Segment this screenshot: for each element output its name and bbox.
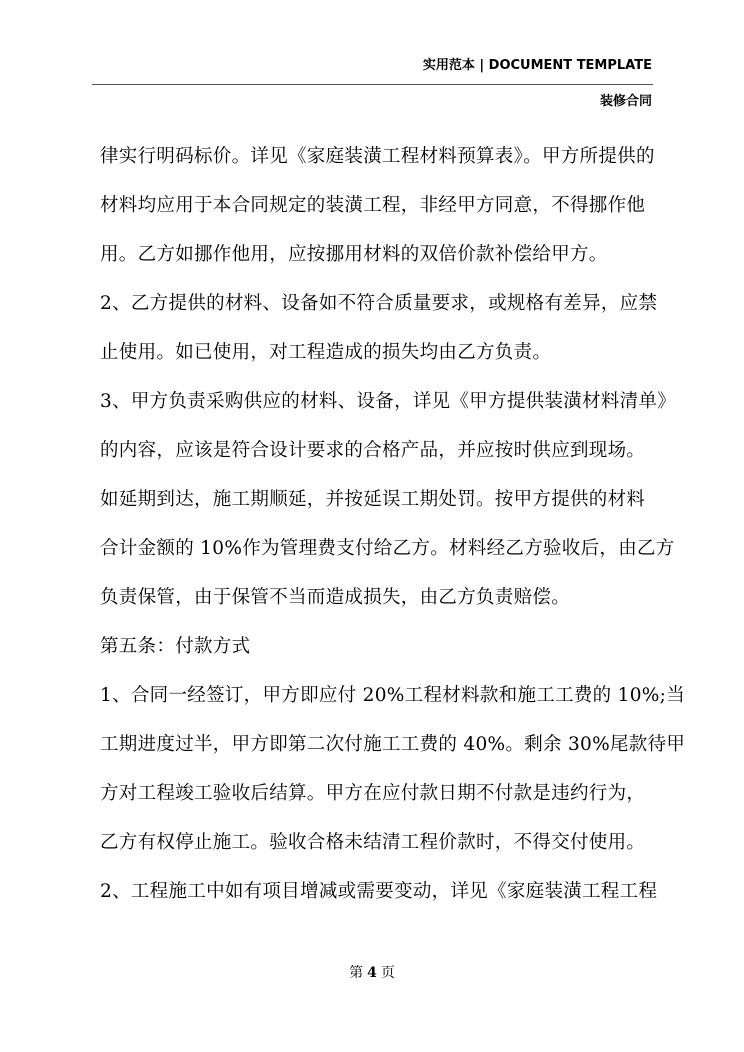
header-title: 实用范本 | DOCUMENT TEMPLATE <box>422 58 652 73</box>
header-divider <box>92 84 653 85</box>
document-body <box>100 140 686 924</box>
text-line: 3、甲方负责采购供应的材料、设备，详见《甲方提供装潢材料清单》 <box>100 391 677 412</box>
text-line: 材料均应用于本合同规定的装潢工程，非经甲方同意，不得挪作他 <box>100 195 646 216</box>
text-line: 2、工程施工中如有项目增减或需要变动，详见《家庭装潢工程工程 <box>100 881 658 902</box>
page-number: 4 <box>367 965 377 981</box>
page-label-prefix: 第 <box>349 965 364 981</box>
text-line: 方对工程竣工验收后结算。甲方在应付款日期不付款是违约行为， <box>100 783 646 804</box>
text-line: 用。乙方如挪作他用，应按挪用材料的双倍价款补偿给甲方。 <box>100 244 608 265</box>
text-line: 合计金额的 10%作为管理费支付给乙方。材料经乙方验收后，由乙方 <box>100 538 675 559</box>
text-line: 的内容，应该是符合设计要求的合格产品，并应按时供应到现场。 <box>100 440 646 461</box>
page-footer <box>0 962 744 982</box>
text-line: 如延期到达，施工期顺延，并按延误工期处罚。按甲方提供的材料 <box>100 489 646 510</box>
text-line: 乙方有权停止施工。验收合格未结清工程价款时，不得交付使用。 <box>100 832 646 853</box>
text-line: 工期进度过半，甲方即第二次付施工工费的 40%。剩余 30%尾款待甲 <box>100 734 686 755</box>
page-label-suffix: 页 <box>380 965 395 981</box>
text-line: 1、合同一经签订，甲方即应付 20%工程材料款和施工工费的 10%;当 <box>100 685 686 706</box>
text-line: 2、乙方提供的材料、设备如不符合质量要求，或规格有差异，应禁 <box>100 293 658 314</box>
text-line: 止使用。如已使用，对工程造成的损失均由乙方负责。 <box>100 342 552 363</box>
section-heading: 第五条：付款方式 <box>100 636 251 657</box>
text-line: 律实行明码标价。详见《家庭装潢工程材料预算表》。甲方所提供的 <box>100 146 655 167</box>
text-line: 负责保管，由于保管不当而造成损失，由乙方负责赔偿。 <box>100 587 571 608</box>
header-subtitle: 装修合同 <box>599 94 652 109</box>
